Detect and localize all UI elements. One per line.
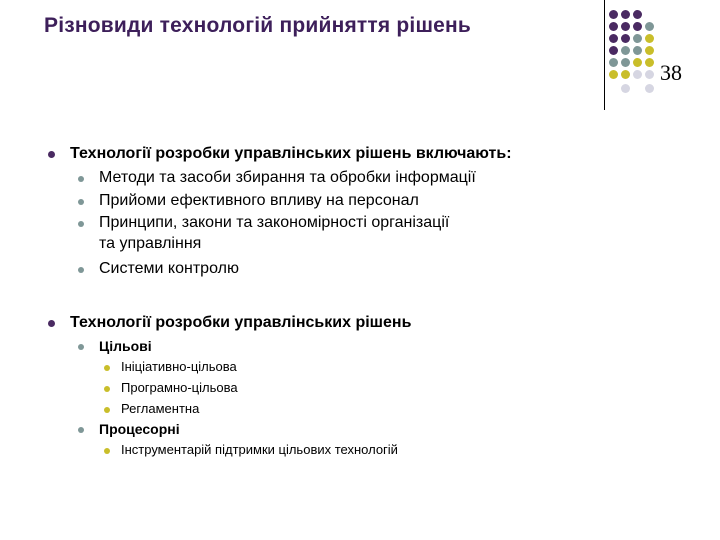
dot [633, 46, 642, 55]
dot [609, 34, 618, 43]
dot [621, 70, 630, 79]
level3-bullet [104, 386, 110, 392]
list-item-continuation: та управління [99, 235, 202, 252]
level2-bullet [78, 221, 84, 227]
dot [621, 22, 630, 31]
group-label-protsesorni: Процесорні [99, 421, 180, 437]
dot [633, 58, 642, 67]
list-item: Системи контролю [99, 260, 239, 277]
level3-bullet [104, 448, 110, 454]
dot [621, 34, 630, 43]
dot [609, 10, 618, 19]
dot [609, 46, 618, 55]
level2-bullet [78, 344, 84, 350]
sub-item: Ініціативно-цільова [121, 359, 237, 374]
sub-item: Інструментарій підтримки цільових технологій [121, 442, 398, 457]
vertical-divider [604, 0, 605, 110]
dot [633, 22, 642, 31]
level3-bullet [104, 407, 110, 413]
level2-bullet [78, 199, 84, 205]
decorative-dot-grid [609, 10, 665, 94]
dot [609, 58, 618, 67]
dot [621, 46, 630, 55]
level2-bullet [78, 176, 84, 182]
dot [621, 58, 630, 67]
dot [633, 10, 642, 19]
dot [645, 34, 654, 43]
level2-bullet [78, 427, 84, 433]
dot [645, 70, 654, 79]
list-item: Прийоми ефективного впливу на персонал [99, 192, 419, 209]
level1-bullet [48, 151, 55, 158]
sub-item: Регламентна [121, 401, 200, 416]
dot [645, 46, 654, 55]
sub-item: Програмно-цільова [121, 380, 238, 395]
slide-title: Різновиди технологій прийняття рішень [44, 14, 472, 37]
level3-bullet [104, 365, 110, 371]
level1-bullet [48, 320, 55, 327]
dot [621, 10, 630, 19]
dot [645, 84, 654, 93]
dot [645, 22, 654, 31]
list-item: Принципи, закони та закономірності організації [99, 214, 450, 231]
group-label-tsilovi: Цільові [99, 338, 152, 354]
dot [633, 70, 642, 79]
list-item: Методи та засоби збирання та обробки інформації [99, 169, 476, 186]
dot [621, 84, 630, 93]
level2-bullet [78, 267, 84, 273]
section2-heading: Технології розробки управлінських рішень [70, 314, 412, 331]
dot [645, 58, 654, 67]
dot [633, 34, 642, 43]
page-number: 38 [660, 60, 682, 85]
dot [609, 70, 618, 79]
section1-heading: Технології розробки управлінських рішень включають: [70, 145, 512, 162]
dot [609, 22, 618, 31]
